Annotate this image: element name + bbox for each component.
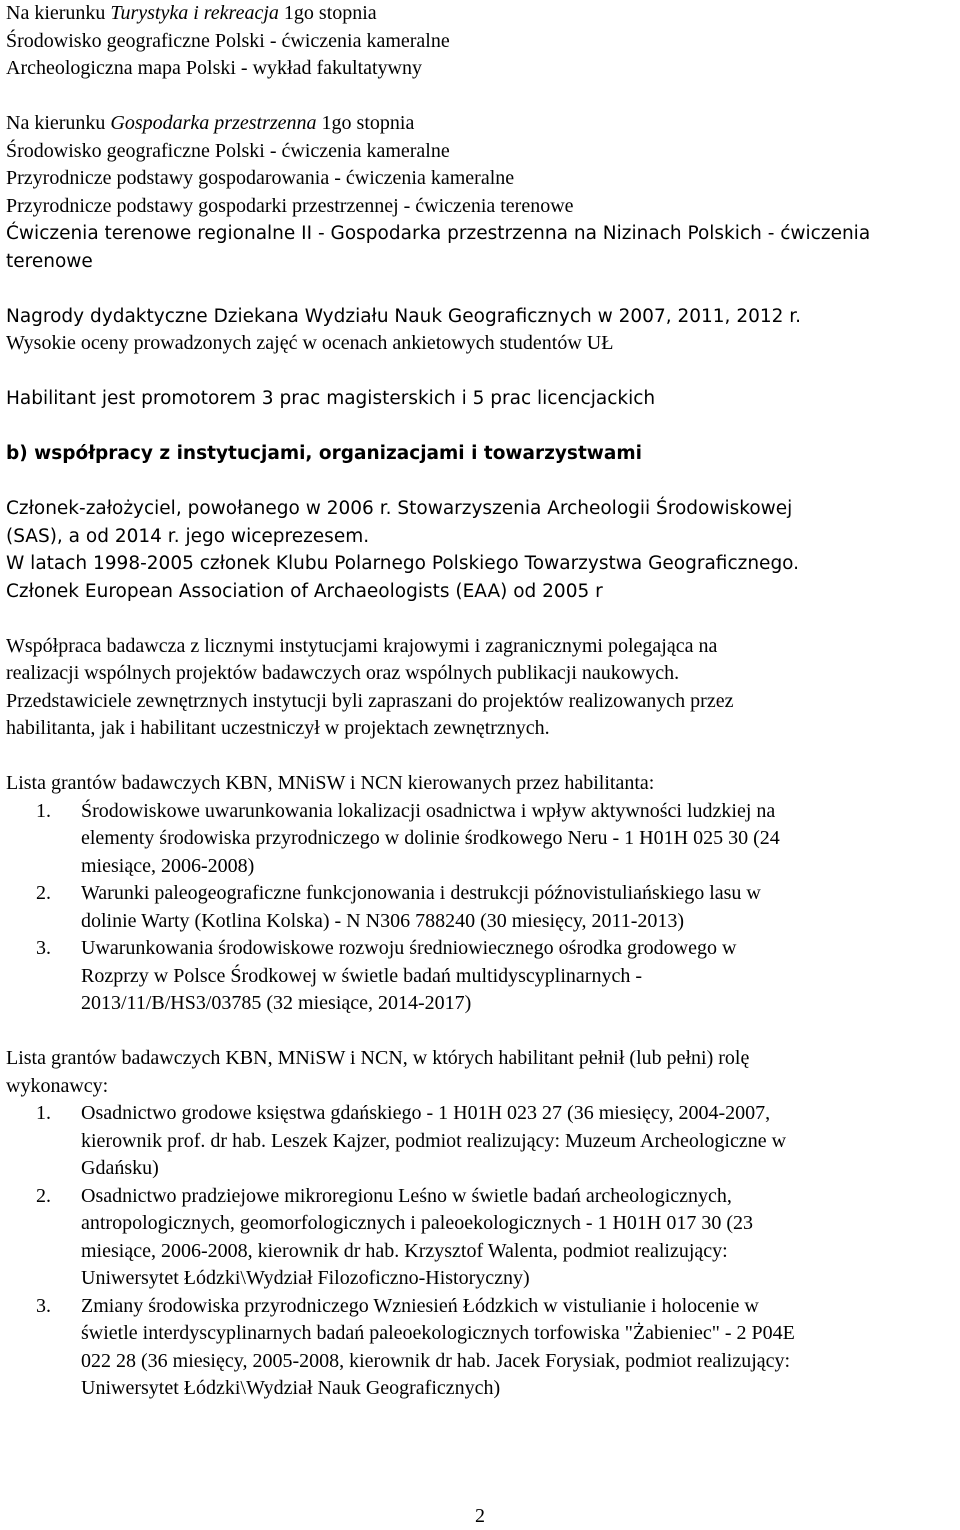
list-number: 2. [36,1184,51,1207]
grant-text-line: Warunki paleogeograficzne funkcjonowania i destrukcji późnovistuliańskiego lasu w [81,882,761,904]
list-number: 3. [36,937,51,959]
section-b-heading: b) współpracy z instytucjami, organizacjami i towarzystwami [6,443,642,464]
grant-text-line: 2013/11/B/HS3/03785 (32 miesiące, 2014-2017) [81,992,472,1014]
grant-text-line: Osadnictwo pradziejowe mikroregionu Leśno w świetle badań archeologicznych, [81,1184,732,1207]
grant-text-line: Gdańsku) [81,1157,159,1179]
list-item [6,880,952,935]
membership-line: Członek European Association of Archaeologists (EAA) od 2005 r [6,580,603,602]
grants-member-heading: Lista grantów badawczych KBN, MNiSW i NCN, w których habilitant pełnił (lub pełni) rolę [6,1047,750,1069]
awards-line: Nagrody dydaktyczne Dziekana Wydziału Nauk Geograficznych w 2007, 2011, 2012 r. [6,305,802,327]
grant-text-line: Uwarunkowania środowiskowe rozwoju średniowiecznego ośrodka grodowego w [81,937,737,959]
course-line: Archeologiczna mapa Polski - wykład fakultatywny [6,57,422,79]
grant-text-line: kierownik prof. dr hab. Leszek Kajzer, podmiot realizujący: Muzeum Archeologiczne w [81,1129,787,1152]
grants-led-heading: Lista grantów badawczych KBN, MNiSW i NCN kierowanych przez habilitanta: [6,772,655,794]
list-item [6,798,952,881]
supervision-line: Habilitant jest promotorem 3 prac magisterskich i 5 prac licencjackich [6,388,656,409]
list-number: 3. [36,1294,51,1317]
list-item [6,1100,952,1183]
list-number: 1. [36,799,51,822]
course-line: Środowisko geograficzne Polski - ćwiczenia kameralne [6,29,450,52]
program-name: Gospodarka przestrzenna [110,112,317,134]
grant-text-line: świetle interdyscyplinarnych badań paleoekologicznych torfowiska "Żabieniec" - 2 P04E [81,1322,795,1344]
course-line: Ćwiczenia terenowe regionalne II - Gospodarka przestrzenna na Nizinach Polskich - ćwiczenia [6,223,871,244]
list-number: 1. [36,1102,51,1124]
cooperation-line: Przedstawiciele zewnętrznych instytucji byli zapraszani do projektów realizowanych przez [6,689,734,712]
list-item [6,1183,952,1293]
membership-line: W latach 1998-2005 członek Klubu Polarnego Polskiego Towarzystwa Geograficznego. [6,553,800,574]
grant-text-line: 022 28 (36 miesięcy, 2005-2008, kierownik dr hab. Jacek Forysiak, podmiot realizujący: [81,1349,791,1372]
program-name: Turystyka i rekreacja [110,2,279,24]
grant-text-line: dolinie Warty (Kotlina Kolska) - N N306 788240 (30 miesięcy, 2011-2013) [81,909,685,932]
grant-text-line: antropologicznych, geomorfologicznych i paleoekologicznych - 1 H01H 017 30 (23 [81,1212,754,1234]
list-item [6,1293,952,1403]
grant-text-line: miesiące, 2006-2008, kierownik dr hab. Krzysztof Walenta, podmiot realizujący: [81,1239,728,1262]
course-line: Środowisko geograficzne Polski - ćwiczenia kameralne [6,139,450,162]
grant-text-line: Zmiany środowiska przyrodniczego Wzniesień Łódzkich w vistulianie i holocenie w [81,1294,759,1317]
grants-member-heading-cont: wykonawcy: [6,1074,109,1097]
page-number: 2 [475,1505,485,1527]
grants-led-list [6,798,952,1018]
cooperation-line: habilitanta, jak i habilitant uczestniczył w projektach zewnętrznych. [6,717,550,739]
grant-text-line: Rozprzy w Polsce Środkowej w świetle badań multidyscyplinarnych - [81,964,642,987]
list-number: 2. [36,882,51,904]
program-heading-spatial: Na kierunku Gospodarka przestrzenna 1go stopnia [6,112,415,134]
cooperation-line: Współpraca badawcza z licznymi instytucjami krajowymi i zagranicznymi polegająca na [6,634,718,657]
document-page [6,0,952,1403]
grants-member-list [6,1100,952,1403]
grant-text-line: miesiące, 2006-2008) [81,854,255,877]
grant-text-line: Uniwersytet Łódzki\Wydział Nauk Geograficznych) [81,1377,501,1399]
list-item [6,935,952,1018]
grant-text-line: Uniwersytet Łódzki\Wydział Filozoficzno-Historyczny) [81,1267,530,1289]
grant-text-line: Środowiskowe uwarunkowania lokalizacji osadnictwa i wpływ aktywności ludzkiej na [81,799,776,822]
grant-text-line: Osadnictwo grodowe księstwa gdańskiego - 1 H01H 023 27 (36 miesięcy, 2004-2007, [81,1102,771,1124]
grant-text-line: elementy środowiska przyrodniczego w dolinie środkowego Neru - 1 H01H 025 30 (24 [81,827,780,849]
membership-line: (SAS), a od 2014 r. jego wiceprezesem. [6,525,370,547]
membership-line: Członek-założyciel, powołanego w 2006 r. Stowarzyszenia Archeologii Środowiskowej [6,498,793,519]
course-line: Przyrodnicze podstawy gospodarki przestrzennej - ćwiczenia terenowe [6,194,574,217]
cooperation-line: realizacji wspólnych projektów badawczych oraz wspólnych publikacji naukowych. [6,662,680,684]
program-heading-tourism: Na kierunku Turystyka i rekreacja 1go stopnia [6,2,377,24]
evaluation-line: Wysokie oceny prowadzonych zajęć w ocenach ankietowych studentów UŁ [6,332,614,354]
course-line: Przyrodnicze podstawy gospodarowania - ćwiczenia kameralne [6,167,515,189]
course-line: terenowe [6,250,93,272]
